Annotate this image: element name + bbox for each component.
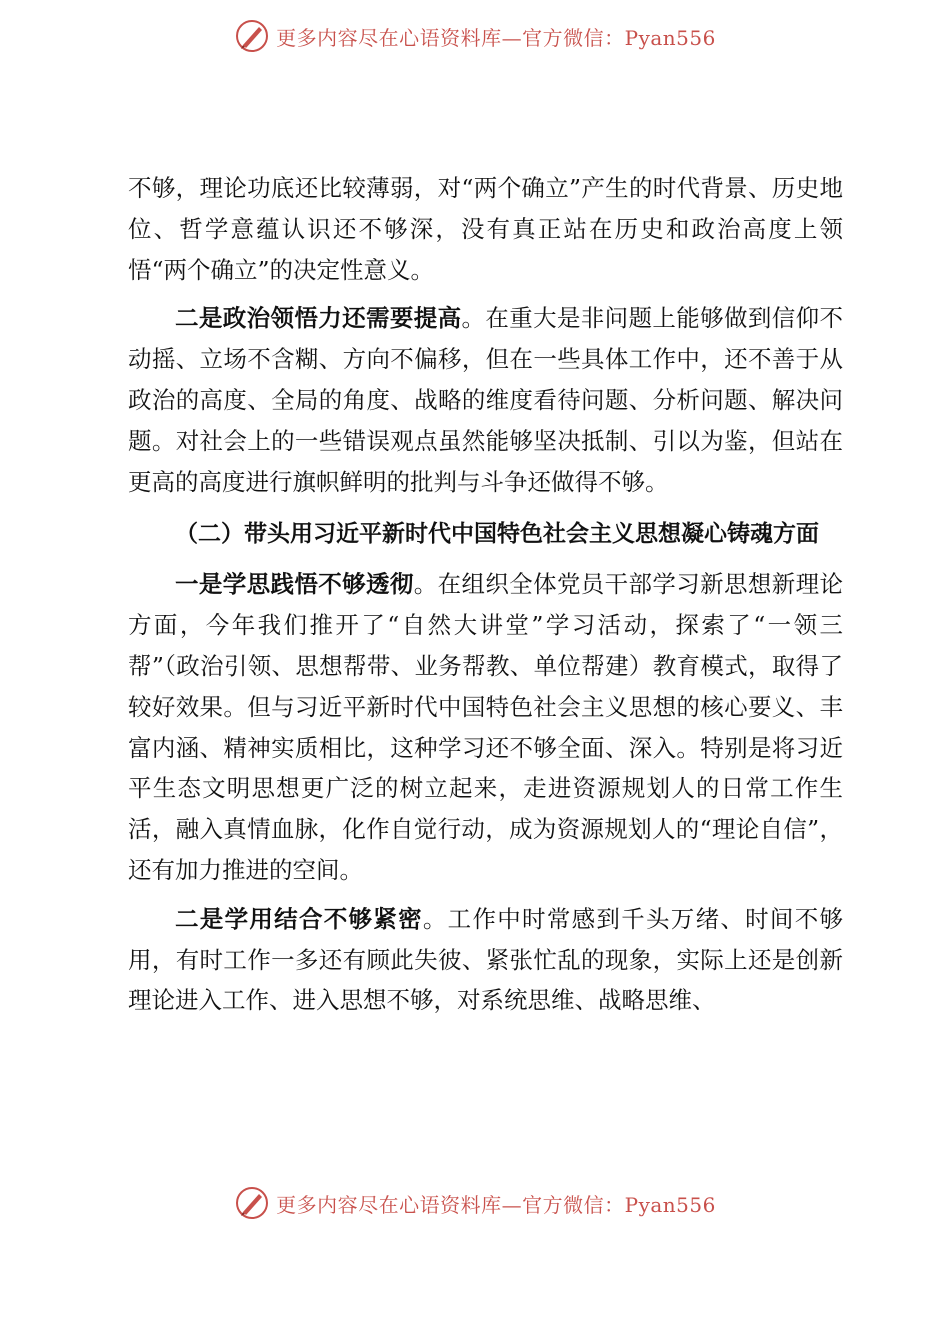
section-heading: （二）带头用习近平新时代中国特色社会主义思想凝心铸魂方面 — [175, 521, 819, 548]
pen-logo-icon — [234, 18, 270, 54]
paragraph-continuation: 不够，理论功底还比较薄弱，对“两个确立”产生的时代背景、历史地位、哲学意蕴认识还不够深，没有真正站在历史和政治高度上领悟“两个确立”的决定性意义。 — [128, 174, 843, 284]
document-body — [128, 168, 843, 1029]
paragraph-lead: 二是政治领悟力还需要提高 — [175, 304, 462, 333]
paragraph-text: 。工作中时常感到千头万绪、时间不够用，有时工作一多还有顾此失彼、紧张忙乱的现象，实际上还是创新理论进入工作、进入思想不够，对系统思维、战略思维、 — [128, 904, 844, 1015]
watermark-text: 更多内容尽在心语资料库—官方微信：Pyan556 — [276, 1192, 716, 1217]
paragraph-text: 。在重大是非问题上能够做到信仰不动摇、立场不含糊、方向不偏移，但在一些具体工作中，还不善于从政治的高度、全局的角度、战略的维度看待问题、分析问题、解决问题。对社会上的一些错误观点虽然能够坚决抵制、引以为鉴，但站在更高的高度进行旗帜鲜明的批判与斗争还做得不够。 — [128, 304, 844, 496]
paragraph-lead: 二是学用结合不够紧密 — [175, 904, 423, 933]
header-watermark — [0, 16, 950, 56]
paragraph-political-awareness — [128, 298, 843, 502]
watermark-text: 更多内容尽在心语资料库—官方微信：Pyan556 — [276, 25, 716, 50]
footer-watermark — [0, 1183, 950, 1223]
paragraph-study-application — [128, 899, 843, 1021]
pen-logo-icon — [234, 1185, 270, 1221]
paragraph-lead: 一是学思践悟不够透彻 — [175, 570, 414, 599]
paragraph-study-practice — [128, 564, 843, 890]
paragraph-text: 。在组织全体党员干部学习新思想新理论方面，今年我们推开了“自然大讲堂”学习活动，探索了“一领三帮”（政治引领、思想帮带、业务帮教、单位帮建）教育模式，取得了较好效果。但与习近平新时代中国特色社会主义思想的核心要义、丰富内涵、精神实质相比，这种学习还不够全面、深入。特别是将习近平生态文明思想更广泛的树立起来，走进资源规划人的日常工作生活，融入真情血脉，化作自觉行动，成为资源规划人的“理论自信”，还有加力推进的空间。 — [128, 570, 844, 884]
